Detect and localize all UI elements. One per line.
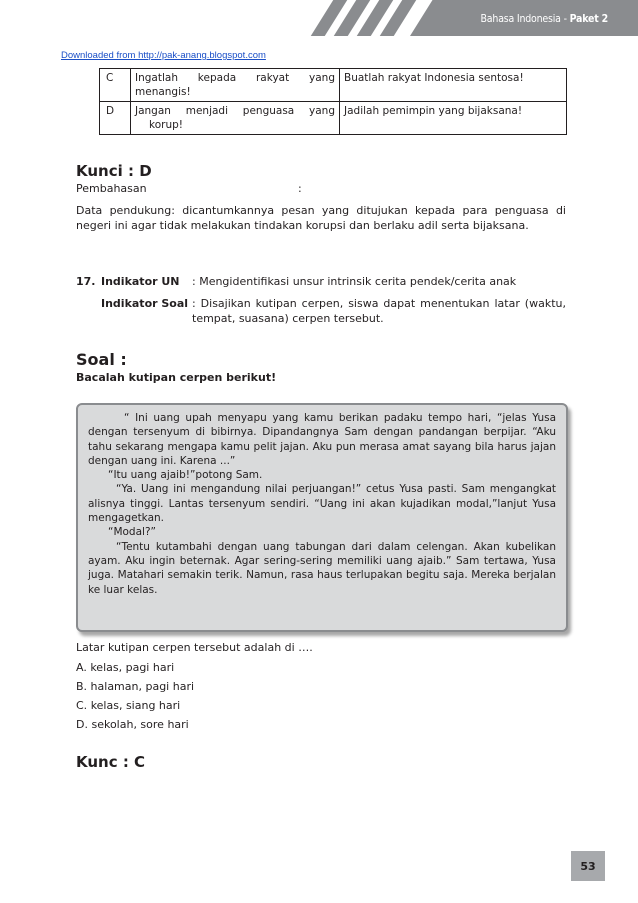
choice-item[interactable] xyxy=(76,660,194,679)
option-word: menjadi xyxy=(185,105,229,117)
story-paragraph: “Ya. Uang ini mengandung nilai perjuangan!” cetus Yusa pasti. Sam mengangkat alisnya tinggi. Lantas tersenyum sendiri. “Uang ini akan kujadikan modal,”lanjut Yusa mengagetkan. xyxy=(88,483,556,525)
choice-item[interactable] xyxy=(76,717,194,736)
download-link[interactable]: Downloaded from http://pak-anang.blogspot.com xyxy=(61,50,266,61)
indikator-soal-text: : Disajikan kutipan cerpen, siswa dapat menentukan latar (waktu, tempat, suasana) cerpen tersebut. xyxy=(192,297,566,325)
option-word: Ingatlah xyxy=(135,72,178,84)
choices-list xyxy=(76,660,194,736)
soal-heading: Soal : xyxy=(76,350,127,369)
item-number: 17. xyxy=(76,275,96,288)
option-right-cell: Jadilah pemimpin yang bijaksana! xyxy=(340,102,567,135)
option-left-continuation: menangis! xyxy=(135,86,191,98)
discussion-text: Data pendukung: dicantumkannya pesan yang ditujukan kepada para penguasa di negeri ini agar tidak melakukan tindakan korupsi dan berlaku adil serta bijaksana. xyxy=(76,204,566,232)
story-paragraph: “ Ini uang upah menyapu yang kamu berikan padaku tempo hari, “jelas Yusa dengan tersenyum di bibirnya. Dipandangnya Sam dengan pandangan berpijar. “Aku tahu sekarang mengapa kamu pelit jajan. Aku pun merasa amat sayang bila harus jajan dengan uang ini. Karena ...” xyxy=(88,412,556,467)
choice-letter: D. xyxy=(76,718,88,731)
instruction-text: Bacalah kutipan cerpen berikut! xyxy=(76,371,277,384)
choice-text: sekolah, sore hari xyxy=(91,718,189,731)
header-subject: Bahasa Indonesia - xyxy=(480,13,570,25)
choice-letter: B. xyxy=(76,680,88,693)
choice-text: kelas, siang hari xyxy=(90,699,181,712)
option-right-cell: Buatlah rakyat Indonesia sentosa! xyxy=(340,69,567,102)
options-table xyxy=(99,68,567,135)
header-package: Paket 2 xyxy=(569,13,608,25)
choice-letter: C. xyxy=(76,699,88,712)
option-word: Jangan xyxy=(135,105,171,117)
discussion-colon: : xyxy=(298,182,302,195)
choice-letter: A. xyxy=(76,661,87,674)
option-left-cell xyxy=(131,69,340,102)
option-word: yang xyxy=(309,105,335,117)
answer-key-heading: Kunci : D xyxy=(76,162,152,180)
table-row xyxy=(100,69,567,102)
table-row xyxy=(100,102,567,135)
header-title xyxy=(481,12,608,27)
answer-key-heading-2: Kunc : C xyxy=(76,753,146,771)
choice-text: halaman, pagi hari xyxy=(90,680,195,693)
indikator-un-text: : Mengidentifikasi unsur intrinsik cerita pendek/cerita anak xyxy=(192,275,517,288)
option-word: yang xyxy=(309,72,335,84)
story-paragraph: “Tentu kutambahi dengan uang tabungan dari dalam celengan. Akan kubelikan ayam. Aku ingin beternak. Agar sering-sering memiliki uang ajaib.” Sam tertawa, Yusa juga. Matahari semakin terik. Namun, rasa haus terlupakan begitu saja. Mereka berjalan ke luar kelas. xyxy=(88,540,556,596)
story-paragraph: “Itu uang ajaib!”potong Sam. xyxy=(108,469,263,482)
discussion-label: Pembahasan xyxy=(76,182,147,195)
indikator-un-label: Indikator UN xyxy=(101,275,180,288)
choice-item[interactable] xyxy=(76,679,194,698)
option-word: penguasa xyxy=(242,105,295,117)
story-text xyxy=(88,411,556,597)
option-left-cell xyxy=(131,102,340,135)
option-left-continuation: korup! xyxy=(149,119,183,131)
question-text: Latar kutipan cerpen tersebut adalah di …. xyxy=(76,641,313,654)
option-word: kepada xyxy=(197,72,237,84)
option-letter: D xyxy=(100,102,131,135)
choice-text: kelas, pagi hari xyxy=(90,661,175,674)
story-paragraph: “Modal?” xyxy=(108,526,156,539)
page-number: 53 xyxy=(571,851,605,881)
option-letter: C xyxy=(100,69,131,102)
indikator-soal-label: Indikator Soal xyxy=(101,297,189,310)
choice-item[interactable] xyxy=(76,698,194,717)
header-bar xyxy=(0,0,638,36)
option-word: rakyat xyxy=(255,72,290,84)
